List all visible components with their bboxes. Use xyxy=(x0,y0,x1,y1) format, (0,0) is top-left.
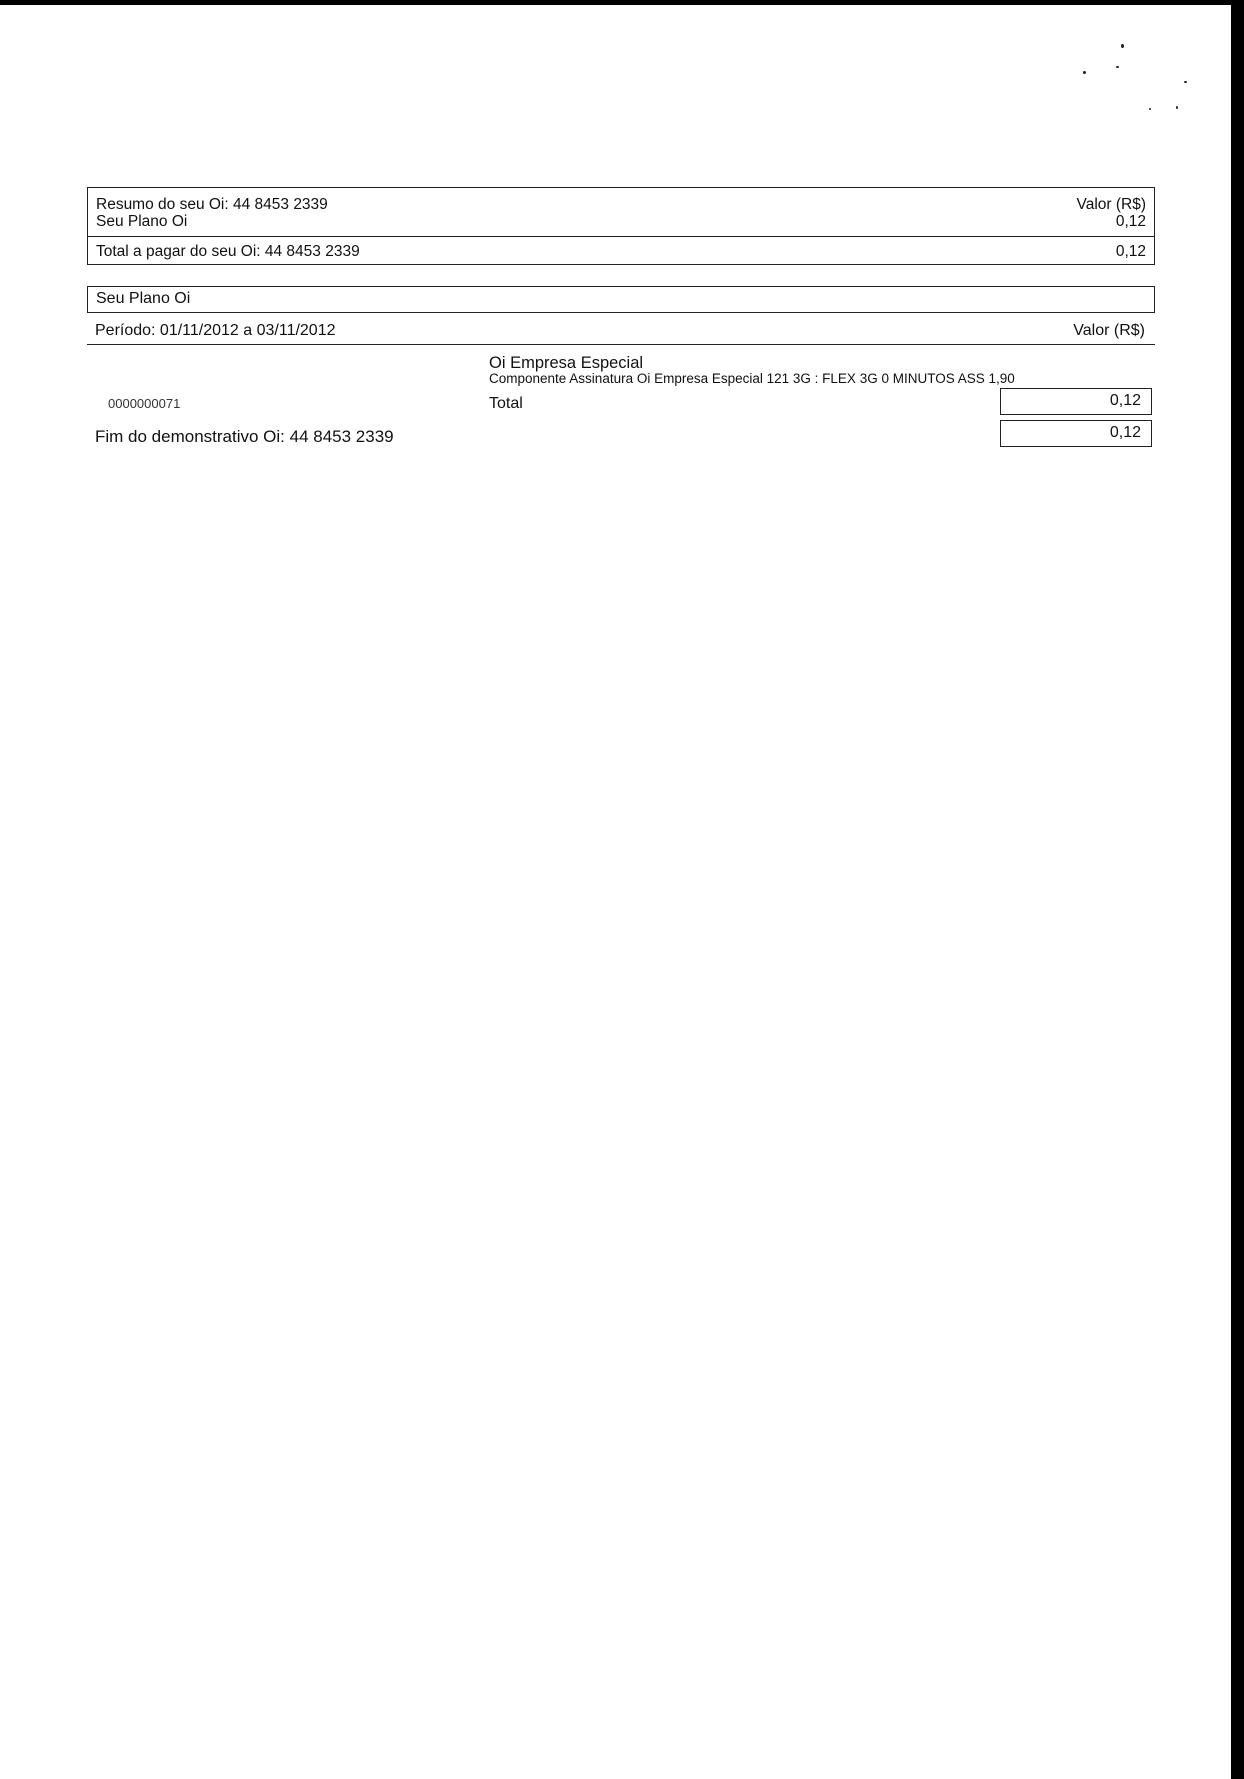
summary-header-row xyxy=(96,196,1146,214)
scan-speck xyxy=(1184,81,1187,83)
plan-section-header xyxy=(87,286,1155,313)
scan-speck xyxy=(1116,66,1119,68)
end-of-statement-label: Fim do demonstrativo Oi: 44 8453 2339 xyxy=(95,427,394,446)
summary-title: Resumo do seu Oi: 44 8453 2339 xyxy=(96,196,328,213)
period-row xyxy=(87,322,1155,345)
summary-value-header: Valor (R$) xyxy=(1076,196,1146,213)
summary-divider xyxy=(88,236,1154,237)
summary-total-value: 0,12 xyxy=(1115,243,1146,260)
scan-speck xyxy=(1083,71,1086,74)
item-total-value: 0,12 xyxy=(1109,392,1141,409)
summary-plan-value: 0,12 xyxy=(1115,213,1146,230)
period-value-header: Valor (R$) xyxy=(1073,322,1145,339)
period-label: Período: 01/11/2012 a 03/11/2012 xyxy=(95,322,336,339)
scan-speck xyxy=(1176,106,1178,109)
summary-total-row xyxy=(96,243,1146,261)
item-code: 0000000071 xyxy=(108,396,181,411)
scan-speck xyxy=(1121,44,1124,48)
end-total-box xyxy=(1000,420,1152,447)
item-title: Oi Empresa Especial xyxy=(489,354,644,372)
document-page xyxy=(0,5,1231,1779)
summary-plan-row xyxy=(96,213,1146,231)
summary-box xyxy=(87,187,1155,265)
item-description: Componente Assinatura Oi Empresa Especial 121 3G : FLEX 3G 0 MINUTOS ASS 1,90 xyxy=(489,371,1015,386)
summary-plan-label: Seu Plano Oi xyxy=(96,213,188,230)
plan-section-title: Seu Plano Oi xyxy=(96,290,191,307)
scan-speck xyxy=(1149,108,1151,110)
item-total-label: Total xyxy=(489,395,523,412)
end-total-value: 0,12 xyxy=(1109,424,1141,441)
summary-total-label: Total a pagar do seu Oi: 44 8453 2339 xyxy=(96,243,360,260)
item-total-box xyxy=(1000,388,1152,415)
